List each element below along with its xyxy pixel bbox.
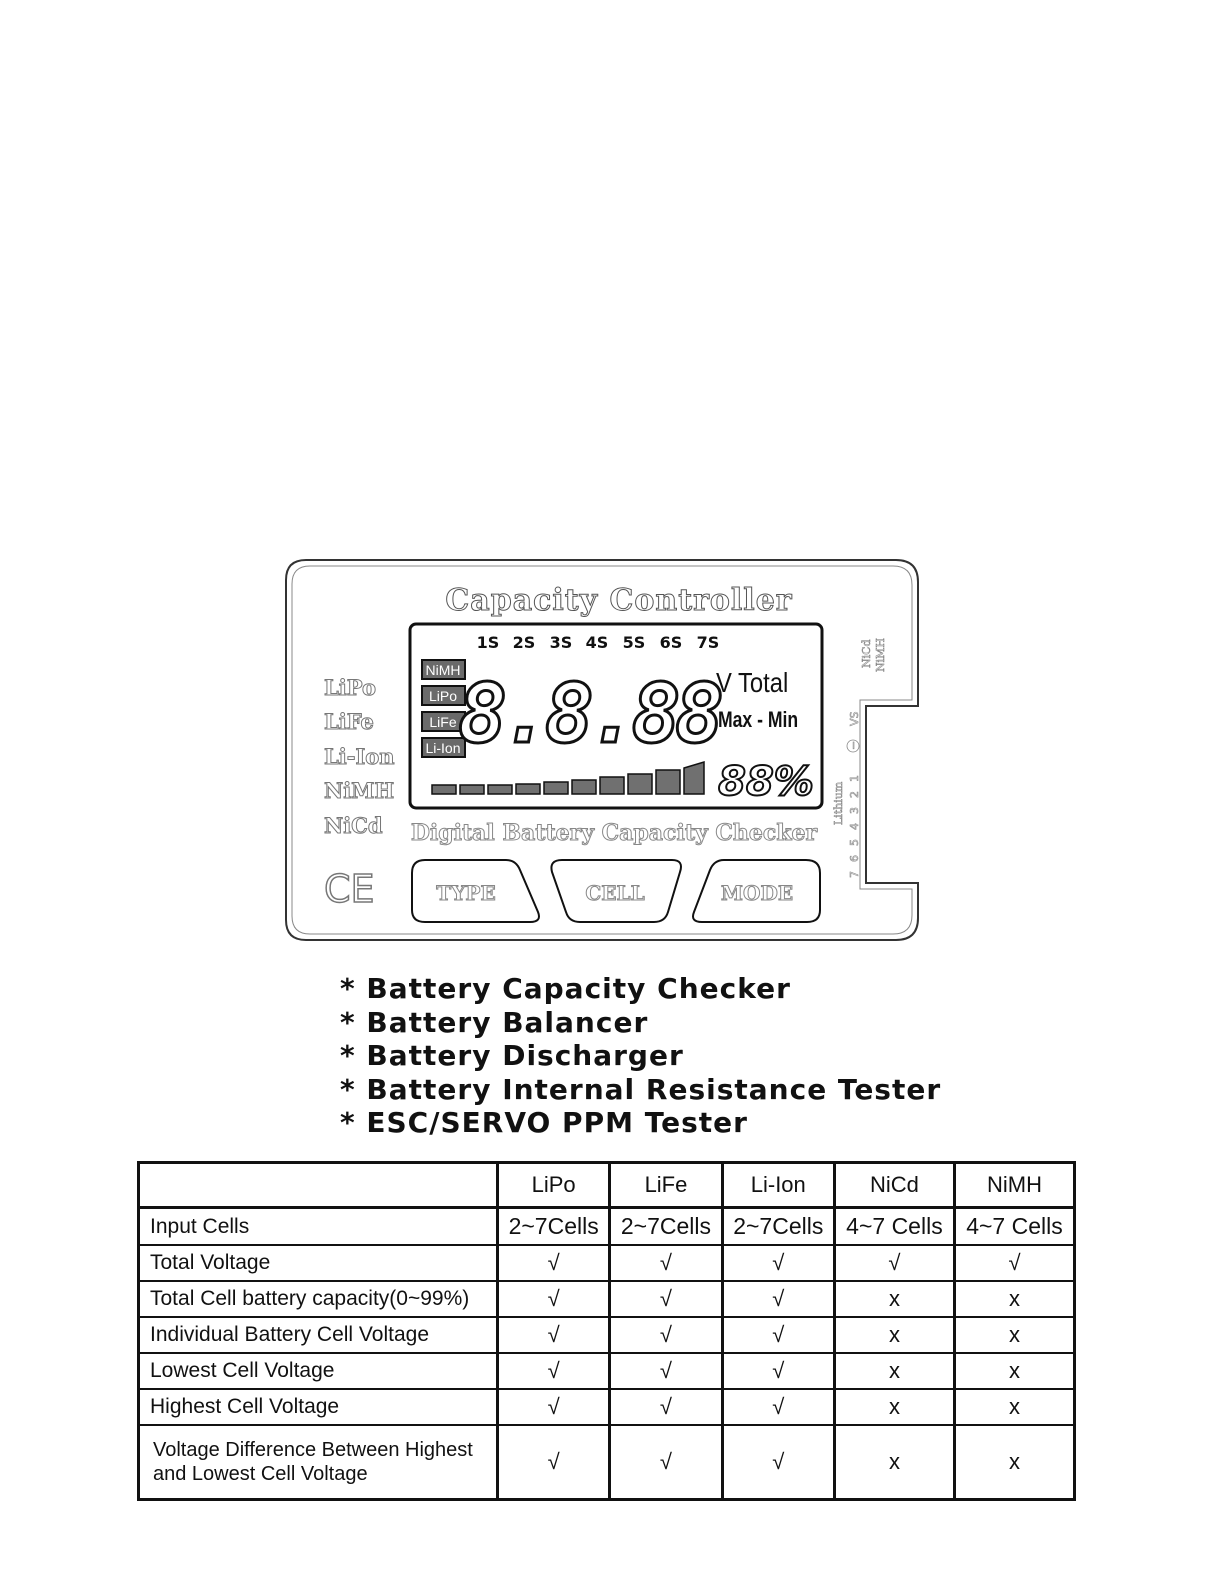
table-cell: 4~7 Cells [954, 1208, 1074, 1246]
table-row [139, 1353, 1075, 1389]
table-header-blank [139, 1163, 498, 1208]
column-header: Li-Ion [722, 1163, 834, 1208]
range-label: Max - Min [718, 708, 799, 733]
badge-liion: Li-Ion [425, 740, 461, 756]
type-button[interactable] [412, 860, 539, 922]
table-cell: √ [610, 1245, 722, 1281]
row-label: Individual Battery Cell Voltage [139, 1317, 498, 1353]
table-cell: √ [722, 1281, 834, 1317]
brand-title: Capacity Controller [445, 583, 793, 618]
table-cell: 2~7Cells [498, 1208, 610, 1246]
port-label-nimh: NiMH [874, 638, 887, 672]
table-cell: √ [954, 1245, 1074, 1281]
ce-mark: CE [324, 867, 375, 911]
pin-label: 7 [848, 871, 861, 878]
type-button-label: TYPE [436, 881, 496, 905]
table-cell: √ [722, 1317, 834, 1353]
badge-lipo: LiPo [428, 688, 458, 704]
badge-life: LiFe [429, 714, 457, 730]
table-cell: 2~7Cells [722, 1208, 834, 1246]
cell-label-5s: 5S [622, 633, 646, 652]
table-cell: √ [610, 1389, 722, 1425]
table-cell: x [834, 1353, 954, 1389]
capacity-bar-segment [544, 782, 568, 794]
capacity-bar-segment [572, 780, 596, 794]
device-footer-title: Digital Battery Capacity Checker [410, 820, 818, 846]
pin-label: − [847, 740, 860, 750]
cell-button-label: CELL [585, 881, 645, 905]
cell-label-4s: 4S [585, 633, 609, 652]
mode-button-label: MODE [720, 881, 794, 905]
row-label: Total Cell battery capacity(0~99%) [139, 1281, 498, 1317]
pin-label: 6 [848, 855, 861, 862]
column-header: NiCd [834, 1163, 954, 1208]
feature-item: * Battery Discharger [340, 1039, 684, 1072]
table-cell: x [954, 1281, 1074, 1317]
table-row [139, 1317, 1075, 1353]
capacity-bar-segment [516, 784, 540, 794]
table-cell: x [834, 1389, 954, 1425]
feature-item: * Battery Capacity Checker [340, 972, 791, 1005]
table-cell: x [834, 1317, 954, 1353]
feature-item: * Battery Internal Resistance Tester [340, 1072, 942, 1106]
capacity-bar-segment [684, 762, 704, 794]
row-label: Input Cells [139, 1208, 498, 1246]
table-header-row [139, 1163, 1075, 1208]
port-label-nicd: NiCd [860, 639, 873, 668]
unit-label: V Total [716, 666, 789, 699]
cell-label-3s: 3S [549, 633, 573, 652]
feature-item: * ESC/SERVO PPM Tester [340, 1106, 748, 1139]
pin-label: 2 [848, 791, 861, 798]
table-cell: √ [498, 1389, 610, 1425]
pin-label: 5 [848, 839, 861, 846]
capacity-bar-segment [628, 774, 652, 794]
top-right-port-labels [860, 638, 887, 672]
capacity-bar-segment [432, 785, 456, 794]
table-cell: √ [722, 1353, 834, 1389]
balance-port-label: Lithium [832, 781, 845, 825]
battery-support-table [137, 1161, 1076, 1501]
pin-label: 3 [848, 807, 861, 814]
column-header: LiPo [498, 1163, 610, 1208]
table-cell: √ [610, 1317, 722, 1353]
row-label: Highest Cell Voltage [139, 1389, 498, 1425]
cell-label-1s: 1S [476, 633, 500, 652]
badge-nimh: NiMH [425, 662, 461, 678]
table-cell: √ [610, 1425, 722, 1500]
capacity-bar-segment [600, 777, 624, 794]
table-cell: √ [722, 1389, 834, 1425]
table-cell: √ [498, 1353, 610, 1389]
table-row [139, 1281, 1075, 1317]
table-cell: x [1008, 1449, 1020, 1474]
pin-label: VS [848, 711, 861, 726]
cell-label-2s: 2S [512, 633, 536, 652]
row-label: Lowest Cell Voltage [139, 1353, 498, 1389]
side-label-lipo: LiPo [324, 675, 376, 700]
pin-label: 4 [848, 823, 861, 830]
table-cell: 4~7 Cells [834, 1208, 954, 1246]
side-label-nicd: NiCd [324, 813, 383, 838]
table-cell: x [834, 1425, 954, 1500]
cell-label-7s: 7S [696, 633, 720, 652]
side-label-liion: Li-Ion [324, 744, 395, 769]
feature-list [340, 972, 941, 1140]
table-cell: √ [722, 1245, 834, 1281]
capacity-bar-segment [488, 785, 512, 794]
table-cell: √ [498, 1281, 610, 1317]
capacity-bar-segment [656, 770, 680, 794]
table-cell: √ [498, 1317, 610, 1353]
main-digit-readout: 8.8.88 [457, 667, 719, 762]
table-cell: x [954, 1389, 1074, 1425]
side-label-life: LiFe [324, 709, 374, 734]
table-cell: √ [722, 1425, 834, 1500]
pin-label: 1 [848, 775, 861, 782]
table-row [139, 1425, 1075, 1500]
percent-readout: 88% [718, 759, 814, 805]
mode-button[interactable] [693, 860, 820, 922]
feature-item: * Battery Balancer [340, 1005, 649, 1039]
column-header: LiFe [610, 1163, 722, 1208]
table-cell: 2~7Cells [610, 1208, 722, 1246]
capacity-bar-segment [460, 785, 484, 794]
table-cell: x [954, 1353, 1074, 1389]
table-cell: √ [834, 1245, 954, 1281]
table-row [139, 1208, 1075, 1246]
column-header: NiMH [954, 1163, 1074, 1208]
table-row [139, 1245, 1075, 1281]
table-cell: √ [610, 1281, 722, 1317]
table-row [139, 1389, 1075, 1425]
table-cell: √ [498, 1245, 610, 1281]
cell-label-6s: 6S [659, 633, 683, 652]
table-cell: √ [498, 1425, 610, 1500]
table-cell: x [834, 1281, 954, 1317]
cell-button[interactable] [551, 860, 681, 922]
table-cell: x [954, 1317, 1074, 1353]
side-label-nimh: NiMH [324, 778, 395, 803]
table-cell: √ [610, 1353, 722, 1389]
row-label: Voltage Difference Between Highest and Lowest Cell Voltage [139, 1425, 498, 1500]
row-label: Total Voltage [139, 1245, 498, 1281]
